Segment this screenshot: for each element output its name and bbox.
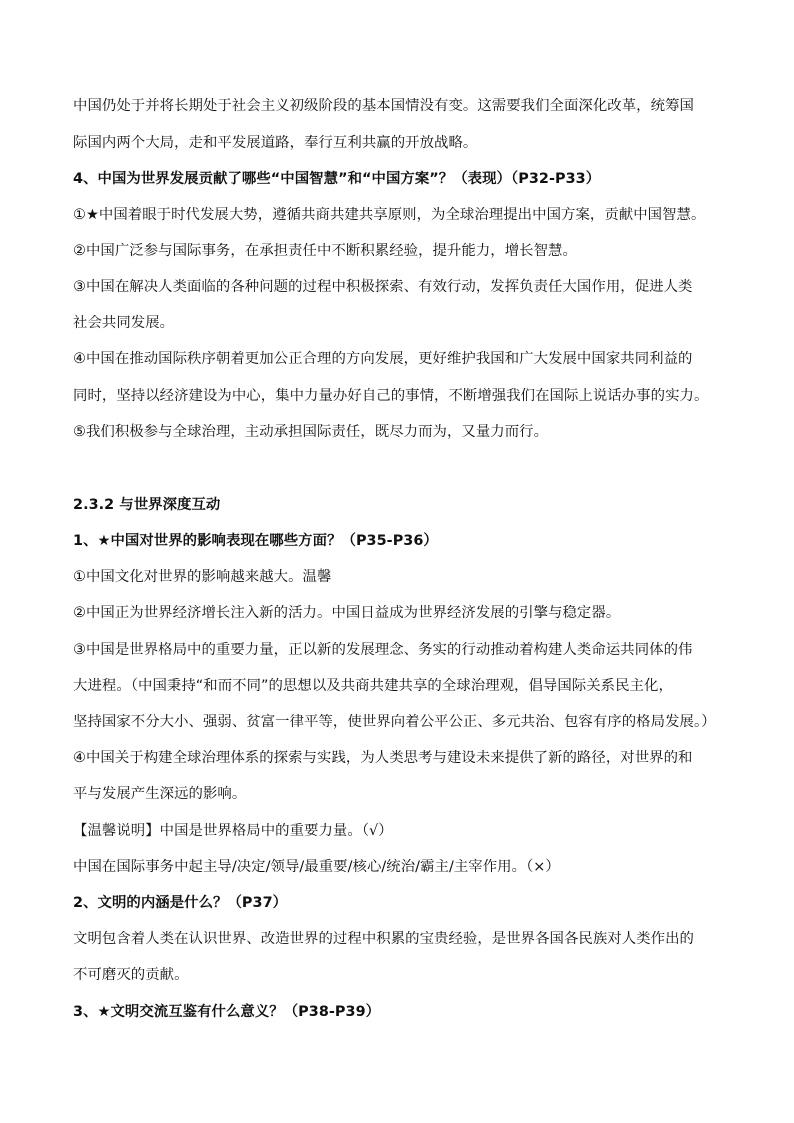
paragraph-line: 不可磨灭的贡献。: [73, 967, 189, 983]
note-line: 【温馨说明】中国是世界格局中的重要力量。（√）: [73, 823, 393, 839]
answer-item: ③中国在解决人类面临的各种问题的过程中积极探索、有效行动，发挥负责任大国作用，促进人类: [73, 279, 693, 295]
question-heading: 3、★文明交流互鉴有什么意义？（P38-P39）: [73, 1004, 381, 1020]
answer-item: ①中国文化对世界的影响越来越大。温馨: [73, 569, 332, 585]
question-heading: 4、中国为世界发展贡献了哪些“中国智慧”和“中国方案”？（表现）（P32-P33）: [73, 171, 601, 187]
note-line: 中国在国际事务中起主导/决定/领导/最重要/核心/统治/霸主/主宰作用。（×）: [73, 859, 560, 875]
paragraph-line: 中国仍处于并将长期处于社会主义初级阶段的基本国情没有变。这需要我们全面深化改革，统筹国: [73, 98, 694, 114]
answer-item: ④中国关于构建全球治理体系的探索与实践，为人类思考与建设未来提供了新的路径，对世界的和: [73, 750, 693, 766]
answer-item: ②中国正为世界经济增长注入新的活力。中国日益成为世界经济发展的引擎与稳定器。: [73, 605, 621, 621]
paragraph-line: 坚持国家不分大小、强弱、贫富一律平等，使世界向着公平公正、多元共治、包容有序的格局发展。）: [73, 714, 716, 730]
paragraph-line: 大进程。（中国秉持“和而不同”的思想以及共商共建共享的全球治理观，倡导国际关系民主化，: [73, 678, 673, 694]
paragraph-line: 平与发展产生深远的影响。: [73, 786, 247, 802]
answer-item: ④中国在推动国际秩序朝着更加公正合理的方向发展，更好维护我国和广大发展中国家共同利益的: [73, 351, 693, 367]
paragraph-line: 社会共同发展。: [73, 315, 175, 331]
answer-item: ③中国是世界格局中的重要力量，正以新的发展理念、务实的行动推动着构建人类命运共同体的伟: [73, 642, 693, 658]
answer-item: ⑤我们积极参与全球治理，主动承担国际责任，既尽力而为，又量力而行。: [73, 424, 549, 440]
question-heading: 1、★中国对世界的影响表现在哪些方面？（P35-P36）: [73, 533, 438, 549]
paragraph-line: 际国内两个大局，走和平发展道路，奉行互利共赢的开放战略。: [73, 135, 478, 151]
question-heading: 2、文明的内涵是什么？（P37）: [73, 895, 288, 911]
paragraph-line: 同时，坚持以经济建设为中心，集中力量办好自己的事情，不断增强我们在国际上说话办事的实力。: [73, 388, 709, 404]
section-heading: 2.3.2 与世界深度互动: [73, 497, 221, 513]
paragraph-line: 文明包含着人类在认识世界、改造世界的过程中积累的宝贵经验，是世界各国各民族对人类作出的: [73, 931, 694, 947]
answer-item: ①★中国着眼于时代发展大势，遵循共商共建共享原则，为全球治理提出中国方案，贡献中国智慧。: [73, 207, 706, 223]
answer-item: ②中国广泛参与国际事务，在承担责任中不断积累经验，提升能力，增长智慧。: [73, 243, 577, 259]
